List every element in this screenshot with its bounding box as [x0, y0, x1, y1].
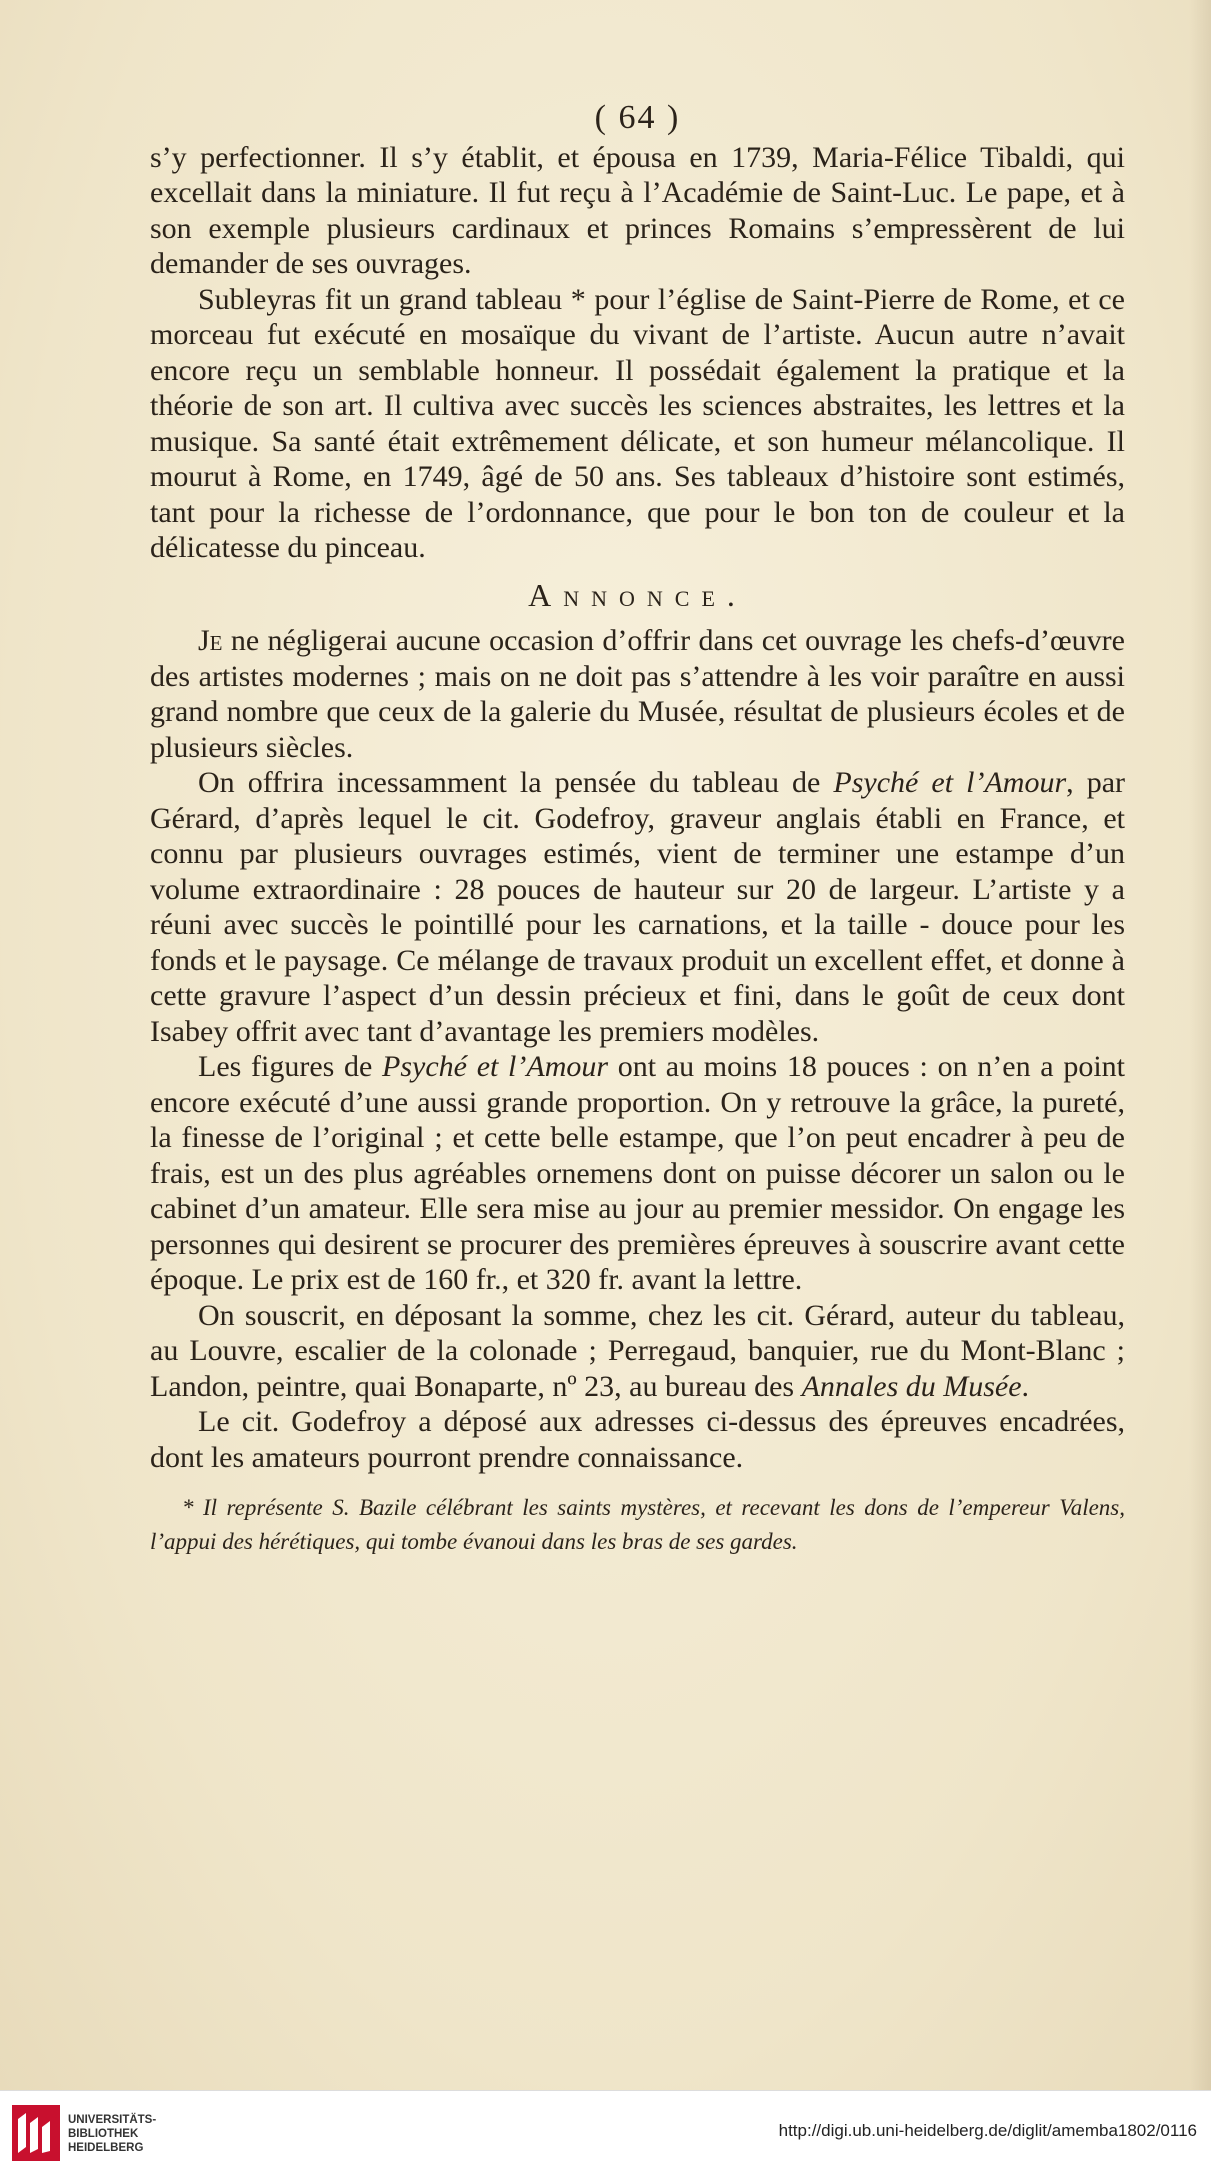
viewer-footer [0, 2090, 1211, 2176]
paragraph-3-first-word: Je [198, 624, 223, 657]
paragraph-2: Subleyras fit un grand tableau * pour l’église de Saint-Pierre de Rome, et ce morceau fut exécuté en mosaïque du vivant de l’artiste. Aucun autre n’avait encore reçu un semblable honneur. Il possédait également la pratique et la théorie de son art. Il cultiva avec succès les sciences abstraites, les lettres et la musique. Sa santé était extrêmement délicate, et son humeur mélancolique. Il mourut à Rome, en 1749, âgé de 50 ans. Ses tableaux d’histoire sont estimés, tant pour la richesse de l’ordonnance, que pour le bon ton de couleur et la délicatesse du pinceau. [150, 282, 1125, 564]
paragraph-3-text: ne négligerai aucune occasion d’offrir dans cet ouvrage les chefs-d’œuvre des artistes modernes ; mais on ne doit pas s’attendre à les voir paraître en aussi grand nombre que ceux de la galerie du Musée, résultat de plusieurs écoles et de plusieurs siècles. [150, 624, 1125, 764]
paragraph-4-text-a: On offrira incessamment la pensée du tableau de [198, 766, 834, 799]
library-line-3: HEIDELBERG [68, 2142, 144, 2154]
page-number: ( 64 ) [594, 99, 681, 136]
paragraph-5-text-a: Les figures de [198, 1050, 383, 1083]
paragraph-6 [150, 1298, 1125, 1405]
paragraph-4 [150, 765, 1125, 1049]
paragraph-5-text-b: ont au moins 18 pouces : on n’en a point encore exécuté d’une aussi grande proportion. On y retrouve la grâce, la pureté, la finesse de l’original ; et cette belle estampe, que l’on peut encadrer à peu de frais, est un des plus agréables ornemens dont on puisse décorer un salon ou le cabinet d’un amateur. Elle sera mise au jour au premier messidor. On engage les personnes qui desirent se procurer des premières épreuves à souscrire avant cette époque. Le prix est de 160 fr., et 320 fr. avant la lettre. [150, 1050, 1125, 1296]
page-edge-shadow [1189, 0, 1211, 2090]
artwork-title-2: Psyché et l’Amour [382, 1050, 609, 1083]
artwork-title: Psyché et l’Amour [833, 766, 1067, 799]
permalink-url[interactable]: http://digi.ub.uni-heidelberg.de/diglit/amemba1802/0116 [778, 2121, 1197, 2140]
page-text [150, 100, 1125, 1559]
journal-title: Annales du Musée [801, 1369, 1022, 1403]
section-heading: Annonce. [528, 576, 747, 613]
paragraph-6-text-a: On souscrit, en déposant la somme, chez les cit. Gérard, auteur du tableau, au Louvre, escalier de la colonade ; Perregaud, banquier, rue du Mont-Blanc ; Landon, peintre, quai Bonaparte, nº 23, au bureau des [150, 1298, 1125, 1403]
university-library-logo-icon [12, 2105, 60, 2161]
paragraph-5 [150, 1049, 1125, 1298]
paragraph-7: Le cit. Godefroy a déposé aux adresses ci-dessus des épreuves encadrées, dont les amateurs pourront prendre connaissance. [150, 1405, 1125, 1474]
paragraph-1: s’y perfectionner. Il s’y établit, et épousa en 1739, Maria-Félice Tibaldi, qui excellait dans la miniature. Il fut reçu à l’Académie de Saint-Luc. Le pape, et à son exemple plusieurs cardinaux et princes Romains s’empressèrent de lui demander de ses ouvrages. [150, 140, 1125, 280]
library-line-1: UNIVERSITÄTS- [68, 2114, 157, 2126]
paragraph-6-text-b: . [1021, 1369, 1030, 1403]
library-name [68, 2113, 156, 2155]
footnote: * Il représente S. Bazile célébrant les saints mystères, et recevant les dons de l’empereur Valens, l’appui des hérétiques, qui tombe évanoui dans les bras de ses gardes. [150, 1495, 1125, 1554]
paragraph-3 [150, 623, 1125, 765]
library-line-2: BIBLIOTHEK [68, 2128, 139, 2140]
paragraph-4-text-b: , par Gérard, d’après lequel le cit. Godefroy, graveur anglais établi en France, et connu par plusieurs ouvrages estimés, vient de terminer une estampe d’un volume extraordinaire : 28 pouces de hauteur sur 20 de largeur. L’artiste y a réuni avec succès le pointillé pour les carnations, et la taille - douce pour les fonds et le paysage. Ce mélange de travaux produit un excellent effet, et donne à cette gravure l’aspect d’un dessin précieux et fini, dans le goût de ceux dont Isabey offrit avec tant d’avantage les premiers modèles. [150, 766, 1125, 1048]
